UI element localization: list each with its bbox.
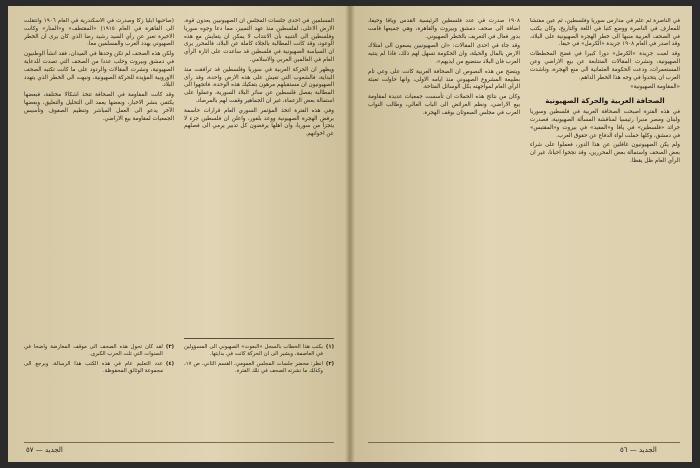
book-gutter <box>345 6 355 462</box>
paragraph: ويتضح من هذه النصوص ان الصحافة العربية كانت على وعي تام بطبيعة المشروع الصهيوني منذ ايامه الاولى، وانها حاولت تعبئة الرأي العام لمواجهته بكل الوسائل المتاحة. <box>368 68 520 91</box>
footnote <box>24 344 174 359</box>
footnote-separator <box>184 338 334 339</box>
footnotes-right <box>184 344 334 434</box>
paragraph: (صاحبها ابليا زكا وصدرت في الاسكندرية في العام ١٩٠٦ وانتقلت الى القاهرة في العام ١٩١٥) «المقتطف» و«المنار» وكانت الاخيرة تعبر عن رأي السيد رشيد رضا الذي كان يرى ان الخطر الصهيوني يهدد العرب والمسلمين معا. <box>24 18 174 48</box>
paragraph: ١٩٠٨ صدرت في عدد فلسطين الرئيسية القدس ويافا وحيفا، اضافة الى صحف دمشق وبيروت والقاهرة، وهي جميعها قامت بدور فعال في التعريف بالخطر الصهيوني. <box>368 18 520 40</box>
magazine-spread <box>8 6 692 462</box>
paragraph: ويظهر ان الحركة العربية في سوريا وفلسطين قد ترافقت منذ البداية، فالشعوب التي تعيش على هذه الارض واحدة، وقد رأى الصهيونيون ان مستقبلهم مرهون بتفكيك هذه الوحدة، فاتجهوا الى المطالبة بفصل فلسطين عن سائر البلاد السورية، وعملوا على استمالة بعض الزعماء، غير ان الجماهير وقفت لهم بالمرصاد. <box>184 66 334 104</box>
paragraph: وفي هذه الفترة اتخذ المؤتمر السوري العام قرارات حاسمة برفض الهجرة الصهيونية ووعد بلفور، واعلن ان فلسطين جزء لا يتجزأ من سوريا، وان اهلها يرفضون كل تدبير يرمي الى فصلهم عن اخوانهم. <box>184 107 334 138</box>
paragraph: ولكن هذه الصحف لم تكن وحدها في الميدان، فقد انشأ الوطنيون في دمشق وبيروت وحلب عددا من الصحف التي تصدت للدعاية الصهيونية، ونشرت المقالات والردود على ما كانت تكتبه الصحف الاوروبية المؤيدة للحركة الصهيونية، ونبهت الى الخطر الذي يتهدد البلاد. <box>24 51 174 89</box>
right-page-left-column <box>368 18 520 436</box>
footnote <box>184 361 334 376</box>
footnotes-left <box>24 344 174 434</box>
footnote-text: عدد التعليم عام في هذه الكتب هذا الرسالة، ويرجع الى مجموعة الوثائق المحفوظة. <box>24 360 163 375</box>
footnote-number: (١) <box>325 344 334 350</box>
paragraph: وقد جاء في احدى المقالات: «ان الصهيونيين يسعون الى امتلاك الارض بالمال والحيلة، وان الحكومة تسهل لهم ذلك، فاذا لم ينتبه العرب فان البلاد ستضيع من ايديهم». <box>368 43 520 65</box>
footnote-number: (٣) <box>165 344 174 350</box>
paragraph: ولم يكن الصهيونيون غافلين عن هذا الدور، فعملوا على شراء بعض الصحف واستمالة بعض المحررين، وقد نجحوا احيانا، غير ان الرأي العام ظل يقظا. <box>530 142 680 164</box>
paragraph: في هذه الفترة اصبحت الصحافة العربية في فلسطين وسوريا ولبنان ومصر منبرا رئيسيا لمناقشة المسألة الصهيونية، فصدرت جرائد «فلسطين» في يافا و«المفيد» في بيروت و«المقتبس» في دمشق، وكلها حملت لواء الدفاع عن حقوق العرب. <box>530 109 680 139</box>
section-heading: الصحافة العربية والحركة الصهيونية <box>545 97 665 106</box>
page-folio: الجديد — ٥٧ <box>26 446 63 454</box>
footnote-text: لقد كان تحول هذه الصحف الى موقف المعارضة واضحا في السنوات التي تلت الحرب الكبرى. <box>24 344 163 358</box>
paragraph: المسلمين في احدى جلسات المجلس ان الصهيونيين يعدون قوة، الارض الاعلى، لفلسطين منذ عهد التمييز، مما دعا وجوه سوريا وفلسطين الى التنبيه بأن الانتداب لا يمكن ان يتعايش مع هذه الوعود، وقد كانت المطالبة بالجلاء كاملة عن البلاد، فالمحرر يرى ان السياسة الصهيونية في فلسطين قد ساعدت على اثارة الرأي العام في العالمين العربي والاسلامي. <box>184 18 334 63</box>
footnote-text: انظر: محضر جلسات المجلس العمومي، القسم الثاني، ص ١٧، وكذلك ما نشرته الصحف في تلك الفترة. <box>184 360 323 375</box>
left-page-left-column <box>24 18 174 332</box>
paragraph: «المقاومة الصهيونية» <box>630 84 680 91</box>
paragraph: وقد لعبت جريدة «الكرمل» دورا كبيرا في فضح المخططات الصهيونية، ونشرت المقالات المتتابعة عن بيع الاراضي وعن المستعمرات، ودعت الحكومة العثمانية الى منع الهجرة، وناشدت العرب ان يتحدوا في وجه هذا الخطر الداهم. <box>530 51 680 81</box>
footnote-number: (٢) <box>325 360 334 367</box>
footnote-number: (٤) <box>165 360 174 367</box>
left-page-right-column <box>184 18 334 332</box>
footnote-text: يكتب هذا الخطاب بالسجل «البعوث» الصهيوني الى المسؤولين في العاصمة، ويشير الى ان الحركة كانت في بدايتها. <box>184 344 323 358</box>
page-folio: الجديد — ٥٦ <box>620 446 657 454</box>
bottom-rule <box>24 442 334 443</box>
paragraph: وقد كانت المقاومة في الصحافة تتخذ اشكالا مختلفة، فبعضها يكتفي بنشر الاخبار، وبعضها يعمد الى التحليل والتعليق، وبعضها الآخر يدعو الى العمل المباشر وتنظيم الصفوف وتأسيس الجمعيات لمقاومة بيع الاراضي. <box>24 92 174 122</box>
footnote <box>24 361 174 376</box>
footnote <box>184 344 334 359</box>
right-page <box>350 6 692 462</box>
left-page <box>8 6 350 462</box>
right-page-right-column <box>530 18 680 436</box>
bottom-rule <box>368 442 680 443</box>
paragraph: وكان من نتائج هذه الحملات ان تأسست جمعيات عديدة لمقاومة بيع الاراضي، ونظم العرائض الى الباب العالي، وطالب النواب العرب في مجلس المبعوثان بوقف الهجرة. <box>368 94 520 116</box>
paragraph: في الناصرة ثم علم في مدارس سوريا وفلسطين، ثم عين مفتشا للمعارف في الناصرة ووضع كتبا في اللغة والتاريخ، وكان يكتب في الصحف العربية منبها الى خطر الهجرة الصهيونية على البلاد، وقد اصدر في العام ١٩٠٨ جريدة «الكرمل» في حيفا. <box>530 18 680 48</box>
